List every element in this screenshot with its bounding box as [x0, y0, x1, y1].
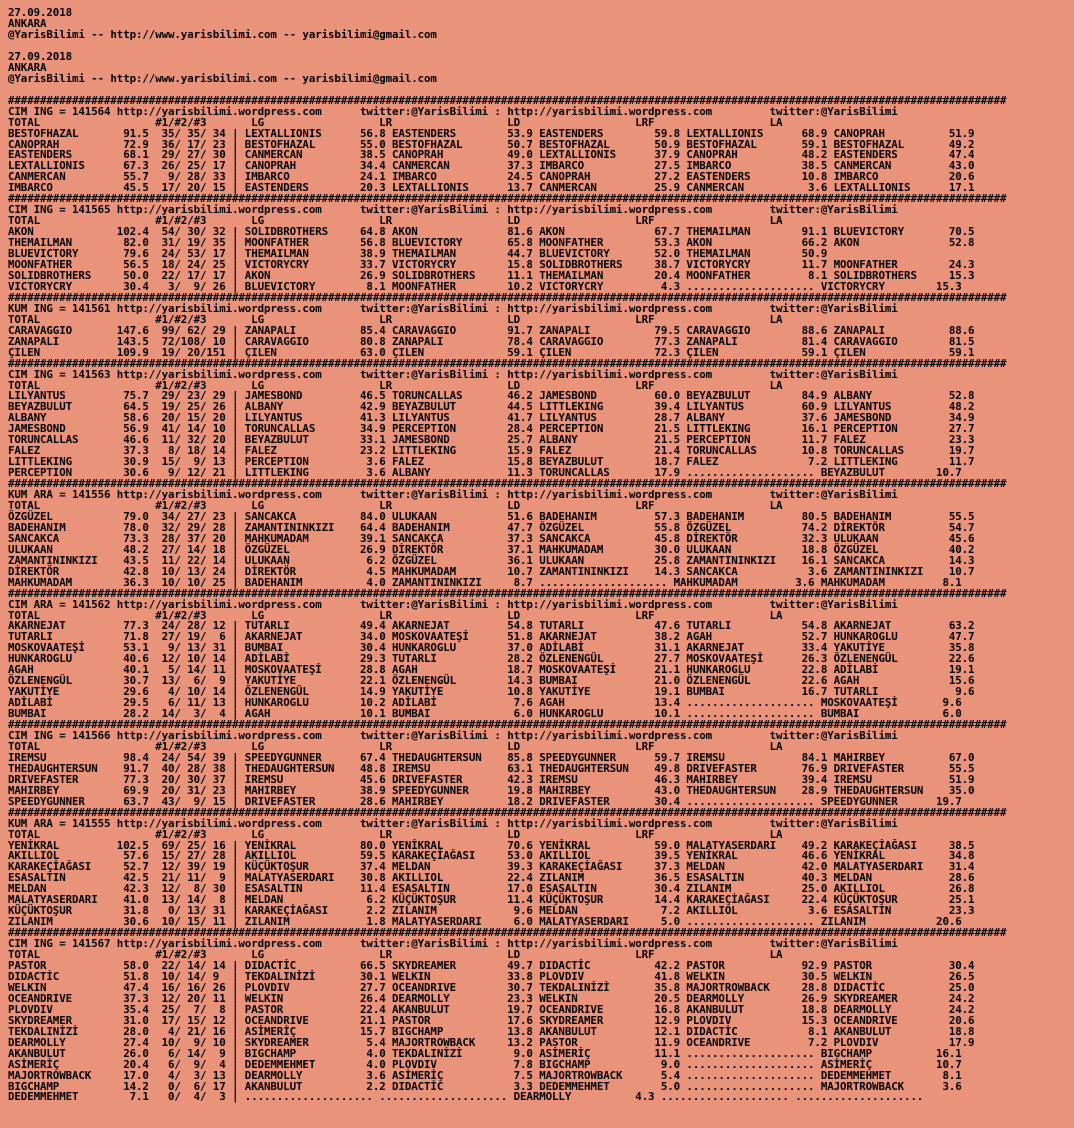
table-row: TUTARLI 71.8 27/ 19/ 6 | AKARNEJAT 34.0 MOSKOVAATEŞİ 51.8 AKARNEJAT 38.2 AGAH 52.7 HUNKAROGLU 47.7 — [8, 630, 975, 644]
column-header: TOTAL #1/#2/#3 LG LR LD LRF LA — [8, 608, 783, 622]
table-row: DİREKTÖR 42.8 10/ 13/ 24 | DİREKTÖR 4.5 MAHKUMADAM 10.7 ZAMANTININKIZI 14.3 SANCAKCA 3.6 ZAMANTININKIZI 10.7 — [8, 564, 975, 578]
table-row: AKON 102.4 54/ 30/ 32 | SOLIDBROTHERS 64.8 AKON 81.6 AKON 67.7 THEMAILMAN 91.1 BLUEVICTORY 70.5 — [8, 225, 975, 239]
header-city: ANKARA — [8, 16, 47, 30]
table-row: BUMBAI 28.2 14/ 3/ 4 | AGAH 10.1 BUMBAI 6.0 HUNKAROGLU 10.1 .................... BUMBAI 6.0 — [8, 707, 962, 721]
table-row: SPEEDYGUNNER 63.7 43/ 9/ 15 | DRIVEFASTER 28.6 MAHIRBEY 18.2 DRIVEFASTER 30.4 .................... SPEEDYGUNNER 19.7 — [8, 794, 962, 808]
table-row: OCEANDRIVE 37.3 12/ 20/ 11 | WELKIN 26.4 DEARMOLLY 23.3 WELKIN 20.5 DEARMOLLY 26.9 SKYDREAMER 24.2 — [8, 991, 975, 1005]
spacer — [8, 41, 1074, 52]
table-row: MOONFATHER 56.5 18/ 24/ 25 | VICTORYCRY 33.7 VICTORYCRY 15.8 SOLIDBROTHERS 38.7 VICTORYCRY 11.7 MOONFATHER 24.3 — [8, 258, 975, 272]
header-contact: @YarisBilimi -- http://www.yarisbilimi.com -- yarisbilimi@gmail.com — [8, 27, 437, 41]
table-row: ULUKAAN 48.2 27/ 14/ 18 | ÖZGÜZEL 26.9 DİREKTÖR 37.1 MAHKUMADAM 30.0 ULUKAAN 18.8 ÖZGÜZEL 40.2 — [8, 542, 975, 556]
column-header: TOTAL #1/#2/#3 LG LR LD LRF LA — [8, 827, 783, 841]
separator-line: ############################################################################################################################################################ — [8, 192, 1007, 206]
table-row: YENİKRAL 102.5 69/ 25/ 16 | YENİKRAL 80.0 YENİKRAL 70.6 YENİKRAL 59.0 MALATYASERDARI 49.2 KARAKEÇİAĞASI 38.5 — [8, 838, 975, 852]
separator-line: ############################################################################################################################################################ — [8, 93, 1007, 107]
table-row: ADİLABİ 29.5 6/ 11/ 13 | HUNKAROGLU 10.2 ADİLABİ 7.6 AGAH 13.4 .................... MOSKOVAATEŞİ 9.6 — [8, 696, 962, 710]
table-row: THEMAILMAN 82.0 31/ 19/ 35 | MOONFATHER 56.8 BLUEVICTORY 65.8 MOONFATHER 53.3 AKON 66.2 AKON 52.8 — [8, 236, 975, 250]
separator-line: ############################################################################################################################################################ — [8, 718, 1007, 732]
table-row: JAMESBOND 56.9 41/ 14/ 10 | TORUNCALLAS 34.9 PERCEPTION 28.4 PERCEPTION 21.5 LITTLEKING 16.1 PERCEPTION 27.7 — [8, 422, 975, 436]
table-row: ESASALTIN 42.5 21/ 11/ 9 | MALATYASERDARI 30.8 AKILLIOL 22.4 ZILANIM 36.5 ESASALTIN 40.3 MELDAN 28.6 — [8, 871, 975, 885]
table-row: CANOPRAH 72.9 36/ 17/ 23 | BESTOFHAZAL 55.0 BESTOFHAZAL 50.7 BESTOFHAZAL 50.9 BESTOFHAZAL 59.1 BESTOFHAZAL 49.2 — [8, 137, 975, 151]
table-row: LILYANTUS 75.7 29/ 23/ 29 | JAMESBOND 46.5 TORUNCALLAS 46.2 JAMESBOND 60.0 BEYAZBULUT 84.9 ALBANY 52.8 — [8, 389, 975, 403]
table-row: MOSKOVAATEŞİ 53.1 9/ 13/ 31 | BUMBAI 30.4 HUNKAROGLU 37.0 ADİLABİ 31.1 AKARNEJAT 33.4 YAKUTİYE 35.8 — [8, 641, 975, 655]
separator-line: ############################################################################################################################################################ — [8, 356, 1007, 370]
column-header: TOTAL #1/#2/#3 LG LR LD LRF LA — [8, 378, 783, 392]
table-row: DRIVEFASTER 77.3 20/ 30/ 37 | IREMSU 45.6 DRIVEFASTER 42.3 IREMSU 46.3 MAHIRBEY 39.4 IREMSU 51.9 — [8, 772, 975, 786]
table-row: VICTORYCRY 30.4 3/ 9/ 26 | BLUEVICTORY 8.1 MOONFATHER 10.2 VICTORYCRY 4.3 .................... VICTORYCRY 15.3 — [8, 279, 962, 293]
table-row: PLOVDIV 35.4 25/ 7/ 8 | PASTOR 22.4 AKANBULUT 19.7 OCEANDRIVE 16.8 AKANBULUT 18.8 DEARMOLLY 24.2 — [8, 1002, 975, 1016]
table-row: AKARNEJAT 77.3 24/ 28/ 12 | TUTARLI 49.4 AKARNEJAT 54.8 TUTARLI 47.6 TUTARLI 54.8 AKARNEJAT 63.2 — [8, 619, 975, 633]
column-header: TOTAL #1/#2/#3 LG LR LD LRF LA — [8, 739, 783, 753]
table-row: ZANAPALI 143.5 72/108/ 10 | CARAVAGGIO 80.8 ZANAPALI 78.4 CARAVAGGIO 77.3 ZANAPALI 81.4 CARAVAGGIO 81.5 — [8, 334, 975, 348]
table-row: DEDEMMEHMET 7.1 0/ 4/ 3 | .................... .................... DEARMOLLY 4.3 .................... .................... — [8, 1090, 924, 1104]
table-row: MAHIRBEY 69.9 20/ 31/ 23 | MAHIRBEY 38.9 SPEEDYGUNNER 19.8 MAHIRBEY 43.0 THEDAUGHTERSUN 28.9 THEDAUGHTERSUN 35.0 — [8, 783, 975, 797]
column-header: TOTAL #1/#2/#3 LG LR LD LRF LA — [8, 312, 783, 326]
table-row: EASTENDERS 68.1 29/ 27/ 30 | CANMERCAN 38.5 CANOPRAH 49.0 LEXTALLIONIS 37.9 CANOPRAH 48.2 EASTENDERS 47.4 — [8, 148, 975, 162]
table-row: BESTOFHAZAL 91.5 35/ 35/ 34 | LEXTALLIONIS 56.8 EASTENDERS 53.9 EASTENDERS 59.8 LEXTALLIONIS 68.9 CANOPRAH 51.9 — [8, 126, 975, 140]
table-row: KARAKEÇİAĞASI 52.7 12/ 39/ 19 | KÜÇÜKTOŞUR 37.4 MELDAN 39.3 KARAKEÇİAĞASI 37.3 MELDAN 42.0 MALATYASERDARI 31.4 — [8, 860, 975, 874]
table-row: SANCAKCA 73.3 28/ 37/ 20 | MAHKUMADAM 39.1 SANCAKCA 37.3 SANCAKCA 45.8 DİREKTÖR 32.3 ULUKAAN 45.6 — [8, 531, 975, 545]
table-row: BIGCHAMP 14.2 0/ 6/ 17 | AKANBULUT 2.2 DIDACTİC 3.3 DEDEMMEHMET 5.0 .................... MAJORTROWBACK 3.6 — [8, 1079, 962, 1093]
table-row: AKANBULUT 26.0 6/ 14/ 9 | BIGCHAMP 4.0 TEKDALINİZİ 9.0 ASİMERİÇ 11.1 .................... BIGCHAMP 16.1 — [8, 1046, 962, 1060]
table-row: CARAVAGGIO 147.6 99/ 62/ 29 | ZANAPALI 85.4 CARAVAGGIO 91.7 ZANAPALI 79.5 CARAVAGGIO 88.6 ZANAPALI 88.6 — [8, 323, 975, 337]
column-header: TOTAL #1/#2/#3 LG LR LD LRF LA — [8, 498, 783, 512]
table-row: ALBANY 58.6 20/ 15/ 20 | LILYANTUS 41.3 LILYANTUS 41.7 LILYANTUS 28.7 ALBANY 37.6 JAMESBOND 34.9 — [8, 411, 975, 425]
table-row: MAJORTROWBACK 17.0 4/ 3/ 13 | DEARMOLLY 3.6 ASİMERİÇ 7.5 MAJORTROWBACK 5.4 .................... DEDEMMEHMET 8.1 — [8, 1068, 962, 1082]
table-row: DIDACTİC 51.8 10/ 14/ 9 | TEKDALINİZİ 30.1 WELKIN 33.8 PLOVDIV 41.8 WELKIN 30.5 WELKIN 26.5 — [8, 969, 975, 983]
table-row: WELKIN 47.4 16/ 16/ 26 | PLOVDIV 27.7 OCEANDRIVE 30.7 TEKDALINİZİ 35.8 MAJORTROWBACK 28.8 DIDACTİC 25.0 — [8, 980, 975, 994]
separator-line: ############################################################################################################################################################ — [8, 290, 1007, 304]
separator-line: ############################################################################################################################################################ — [8, 926, 1007, 940]
race-title: KUM ARA = 141555 http://yarisbilimi.wordpress.com twitter:@YarisBilimi : http://yarisbilimi.wordpress.com twitter:@YarisBilimi — [8, 816, 898, 830]
table-row: PERCEPTION 30.6 9/ 12/ 21 | LITTLEKING 3.6 ALBANY 11.3 TORUNCALLAS 17.9 .................... BEYAZBULUT 10.7 — [8, 466, 962, 480]
table-row: TEKDALINİZİ 28.0 4/ 21/ 16 | ASİMERİÇ 15.7 BIGCHAMP 13.8 AKANBULUT 12.1 DIDACTİC 8.1 AKANBULUT 18.8 — [8, 1024, 975, 1038]
race-title: CIM ING = 141567 http://yarisbilimi.wordpress.com twitter:@YarisBilimi : http://yarisbilimi.wordpress.com twitter:@YarisBilimi — [8, 937, 898, 951]
race-title: KUM ING = 141561 http://yarisbilimi.wordpress.com twitter:@YarisBilimi : http://yarisbilimi.wordpress.com twitter:@YarisBilimi — [8, 301, 898, 315]
header-contact: @YarisBilimi -- http://www.yarisbilimi.com -- yarisbilimi@gmail.com — [8, 71, 437, 85]
table-row: HUNKAROGLU 40.6 12/ 10/ 14 | ADİLABİ 29.3 TUTARLI 28.2 ÖZLENENGÜL 27.7 MOSKOVAATEŞİ 26.3 ÖZLENENGÜL 22.6 — [8, 652, 975, 666]
column-header: TOTAL #1/#2/#3 LG LR LD LRF LA — [8, 948, 783, 962]
race-title: CIM ING = 141564 http://yarisbilimi.wordpress.com twitter:@YarisBilimi : http://yarisbilimi.wordpress.com twitter:@YarisBilimi — [8, 104, 898, 118]
table-row: ÖZLENENGÜL 30.7 13/ 6/ 9 | YAKUTİYE 22.1 ÖZLENENGÜL 14.3 BUMBAI 21.0 ÖZLENENGÜL 22.6 AGAH 15.6 — [8, 674, 975, 688]
table-row: THEDAUGHTERSUN 91.7 40/ 28/ 38 | THEDAUGHTERSUN 48.8 IREMSU 63.1 THEDAUGHTERSUN 49.8 DRIVEFASTER 76.9 DRIVEFASTER 55.5 — [8, 761, 975, 775]
column-header: TOTAL #1/#2/#3 LG LR LD LRF LA — [8, 214, 783, 228]
table-row: AGAH 40.1 5/ 14/ 11 | MOSKOVAATEŞİ 28.8 AGAH 18.7 MOSKOVAATEŞİ 21.1 HUNKAROGLU 22.8 ADİLABİ 19.1 — [8, 663, 975, 677]
table-row: IREMSU 98.4 24/ 54/ 39 | SPEEDYGUNNER 67.4 THEDAUGHTERSUN 85.8 SPEEDYGUNNER 59.7 IREMSU 84.1 MAHIRBEY 67.0 — [8, 750, 975, 764]
separator-line: ############################################################################################################################################################ — [8, 586, 1007, 600]
race-title: CIM ING = 141566 http://yarisbilimi.wordpress.com twitter:@YarisBilimi : http://yarisbilimi.wordpress.com twitter:@YarisBilimi — [8, 729, 898, 742]
header-date: 27.09.2018 — [8, 49, 73, 63]
table-row: FALEZ 37.3 8/ 18/ 14 | FALEZ 23.2 LITTLEKING 15.9 FALEZ 21.4 TORUNCALLAS 10.8 TORUNCALLAS 19.7 — [8, 444, 975, 458]
table-row: SKYDREAMER 31.0 17/ 15/ 12 | OCEANDRIVE 21.1 PASTOR 17.6 SKYDREAMER 12.9 PLOVDIV 15.3 OCEANDRIVE 20.6 — [8, 1013, 975, 1027]
table-row: KÜÇÜKTOŞUR 31.8 0/ 13/ 31 | KARAKEÇİAĞASI 2.2 ZILANIM 9.6 MELDAN 7.2 AKILLIOL 3.6 ESASALTIN 23.3 — [8, 904, 975, 918]
race-title: CIM ING = 141563 http://yarisbilimi.wordpress.com twitter:@YarisBilimi : http://yarisbilimi.wordpress.com twitter:@YarisBilimi — [8, 367, 898, 381]
race-title: KUM ARA = 141556 http://yarisbilimi.wordpress.com twitter:@YarisBilimi : http://yarisbilimi.wordpress.com twitter:@YarisBilimi — [8, 488, 898, 502]
table-row: BEYAZBULUT 64.5 19/ 25/ 26 | ALBANY 42.9 BEYAZBULUT 44.5 LITTLEKING 39.4 LILYANTUS 60.9 LILYANTUS 48.2 — [8, 400, 975, 414]
table-row: BADEHANIM 78.0 32/ 29/ 28 | ZAMANTININKIZI 64.4 BADEHANIM 47.7 ÖZGÜZEL 55.8 ÖZGÜZEL 74.2 DİREKTÖR 54.7 — [8, 520, 975, 534]
table-row: PASTOR 58.0 22/ 14/ 14 | DIDACTİC 66.5 SKYDREAMER 49.7 DIDACTİC 42.2 PASTOR 92.9 PASTOR 30.4 — [8, 959, 975, 973]
table-row: AKILLIOL 57.6 15/ 27/ 28 | AKILLIOL 59.5 KARAKEÇİAĞASI 53.0 AKILLIOL 39.5 YENİKRAL 46.6 YENİKRAL 34.8 — [8, 849, 975, 863]
table-row: MALATYASERDARI 41.0 13/ 14/ 8 | MELDAN 6.2 KÜÇÜKTOŞUR 11.4 KÜÇÜKTOŞUR 14.4 KARAKEÇİAĞASI 22.4 KÜÇÜKTOŞUR 25.1 — [8, 893, 975, 907]
table-row: ZAMANTININKIZI 43.5 11/ 22/ 14 | ULUKAAN 6.2 ÖZGÜZEL 36.1 ULUKAAN 25.8 ZAMANTININKIZI 16.1 SANCAKCA 14.3 — [8, 553, 975, 567]
table-row: ASİMERİÇ 20.4 6/ 9/ 4 | DEDEMMEHMET 4.0 PLOVDIV 7.8 BIGCHAMP 9.0 .................... ASİMERİÇ 10.7 — [8, 1057, 962, 1071]
separator-line: ############################################################################################################################################################ — [8, 805, 1007, 819]
table-row: CANMERCAN 55.7 9/ 28/ 33 | IMBARCO 24.1 IMBARCO 24.5 CANOPRAH 27.2 EASTENDERS 10.8 IMBARCO 20.6 — [8, 170, 975, 184]
header-date: 27.09.2018 — [8, 6, 73, 19]
table-row: ÇILEN 109.9 19/ 20/151 | ÇILEN 63.0 ÇILEN 59.1 ÇILEN 72.3 ÇILEN 59.1 ÇILEN 59.1 — [8, 345, 975, 359]
table-row: BLUEVICTORY 79.6 24/ 53/ 17 | THEMAILMAN 38.9 THEMAILMAN 44.7 BLUEVICTORY 52.0 THEMAILMAN 50.9 — [8, 247, 828, 261]
header-city: ANKARA — [8, 60, 47, 74]
separator-line: ############################################################################################################################################################ — [8, 477, 1007, 491]
race-title: CIM ING = 141565 http://yarisbilimi.wordpress.com twitter:@YarisBilimi : http://yarisbilimi.wordpress.com twitter:@YarisBilimi — [8, 203, 898, 217]
table-row: MAHKUMADAM 36.3 10/ 10/ 25 | BADEHANIM 4.0 ZAMANTININKIZI 8.7 .................... MAHKUMADAM 3.6 MAHKUMADAM 8.1 — [8, 575, 962, 589]
table-row: IMBARCO 45.5 17/ 20/ 15 | EASTENDERS 20.3 LEXTALLIONIS 13.7 CANMERCAN 25.9 CANMERCAN 3.6 LEXTALLIONIS 17.1 — [8, 181, 975, 195]
table-row: MELDAN 42.3 12/ 8/ 30 | ESASALTIN 11.4 ESASALTIN 17.0 ESASALTIN 30.4 ZILANIM 25.0 AKILLIOL 26.8 — [8, 882, 975, 896]
table-row: LITTLEKING 30.9 15/ 9/ 13 | PERCEPTION 3.6 FALEZ 15.8 BEYAZBULUT 18.7 FALEZ 7.2 LITTLEKING 11.7 — [8, 455, 975, 469]
table-row: ÖZGÜZEL 79.0 34/ 27/ 23 | SANCAKCA 84.0 ULUKAAN 51.6 BADEHANIM 57.3 BADEHANIM 80.5 BADEHANIM 55.5 — [8, 509, 975, 523]
race-title: CIM ARA = 141562 http://yarisbilimi.wordpress.com twitter:@YarisBilimi : http://yarisbilimi.wordpress.com twitter:@YarisBilimi — [8, 597, 898, 611]
table-row: LEXTALLIONIS 67.3 26/ 25/ 17 | CANOPRAH 34.4 CANMERCAN 37.3 IMBARCO 27.5 IMBARCO 38.5 CANMERCAN 43.0 — [8, 159, 975, 173]
column-header: TOTAL #1/#2/#3 LG LR LD LRF LA — [8, 115, 783, 129]
table-row: TORUNCALLAS 46.6 11/ 32/ 20 | BEYAZBULUT 33.1 JAMESBOND 25.7 ALBANY 21.5 PERCEPTION 11.7 FALEZ 23.3 — [8, 433, 975, 447]
table-row: SOLIDBROTHERS 50.0 22/ 17/ 17 | AKON 26.9 SOLIDBROTHERS 11.1 THEMAILMAN 20.4 MOONFATHER 8.1 SOLIDBROTHERS 15.3 — [8, 268, 975, 282]
table-row: YAKUTİYE 29.6 4/ 10/ 14 | ÖZLENENGÜL 14.9 YAKUTİYE 10.8 YAKUTİYE 19.1 BUMBAI 16.7 TUTARLI 9.6 — [8, 685, 975, 699]
table-row: DEARMOLLY 27.4 10/ 9/ 10 | SKYDREAMER 5.4 MAJORTROWBACK 13.2 PASTOR 11.9 OCEANDRIVE 7.2 PLOVDIV 17.9 — [8, 1035, 975, 1049]
table-row: ZILANIM 30.6 10/ 15/ 11 | ZILANIM 1.8 MALATYASERDARI 6.0 MALATYASERDARI 5.0 .................... ZILANIM 20.6 — [8, 915, 962, 929]
